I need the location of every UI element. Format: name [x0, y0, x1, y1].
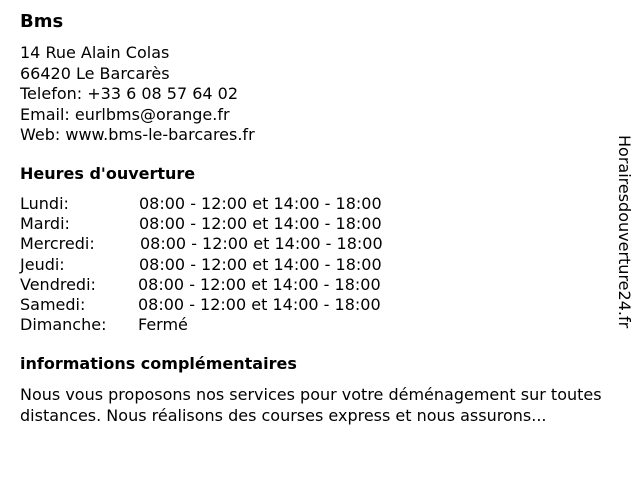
time-range: 08:00 - 12:00 et 14:00 - 18:00 — [138, 294, 381, 314]
day-label: Samedi: — [20, 294, 86, 314]
email-address: Email: eurlbms@orange.fr — [20, 104, 230, 124]
phone-number: Telefon: +33 6 08 57 64 02 — [20, 84, 239, 103]
time-range: 08:00 - 12:00 et 14:00 - 18:00 — [139, 194, 382, 213]
time-range: 08:00 - 12:00 et 14:00 - 18:00 — [138, 274, 381, 294]
business-name: Bms — [20, 11, 64, 32]
business-description: Nous vous proposons nos services pour votre déménagement sur toutes distances. Nous réalisons des courses express et nous assurons... — [20, 385, 602, 425]
site-watermark — [614, 135, 634, 345]
watermark-text: Horairesdouverture24.fr — [615, 135, 634, 329]
additional-info-heading: informations complémentaires — [20, 354, 297, 373]
address-street: 14 Rue Alain Colas — [20, 43, 170, 62]
time-range: Fermé — [138, 315, 188, 335]
time-range: 08:00 - 12:00 et 14:00 - 18:00 — [139, 214, 382, 234]
day-label: Lundi: — [20, 194, 69, 213]
address-city: 66420 Le Barcarès — [20, 63, 170, 83]
day-label: Mercredi: — [20, 234, 95, 254]
day-label: Mardi: — [20, 214, 70, 234]
website-url: Web: www.bms-le-barcares.fr — [20, 125, 255, 144]
time-range: 08:00 - 12:00 et 14:00 - 18:00 — [140, 234, 383, 254]
time-range: 08:00 - 12:00 et 14:00 - 18:00 — [139, 254, 382, 274]
contact-block — [20, 43, 255, 146]
day-label: Jeudi: — [20, 254, 65, 274]
day-label: Dimanche: — [20, 315, 107, 335]
opening-hours-heading: Heures d'ouverture — [20, 164, 196, 183]
day-label: Vendredi: — [20, 274, 96, 294]
